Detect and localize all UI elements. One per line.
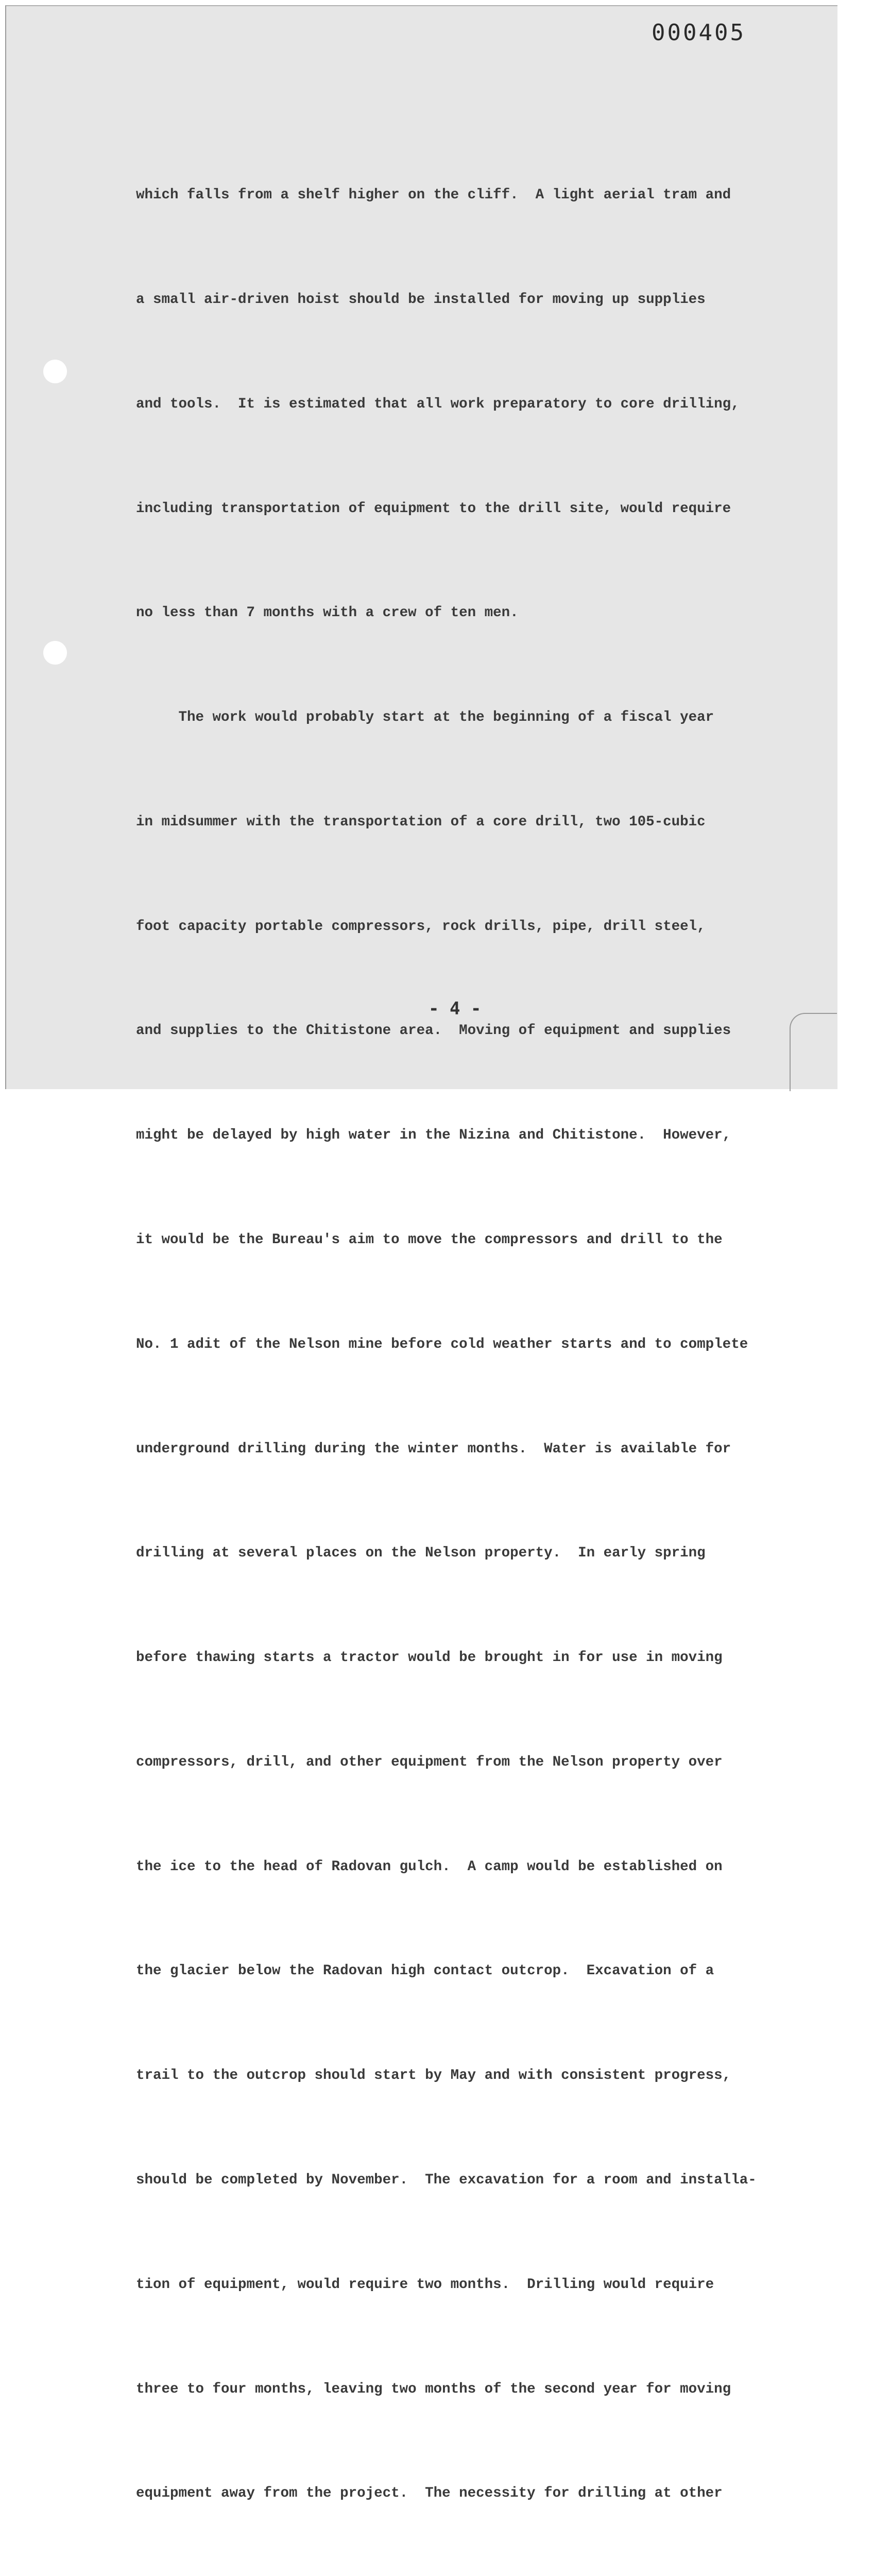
text-line: underground drilling during the winter months. Water is available for: [136, 1440, 731, 1457]
text-line: three to four months, leaving two months of the second year for moving: [136, 2381, 731, 2397]
text-line: drilling at several places on the Nelson property. In early spring: [136, 1545, 706, 1562]
text-line: in midsummer with the transportation of a core drill, two 105-cubic: [136, 814, 706, 830]
text-line: The work would probably start at the beginning of a fiscal year: [136, 709, 714, 726]
text-line: and supplies to the Chitistone area. Moving of equipment and supplies: [136, 1023, 731, 1039]
text-line: No. 1 adit of the Nelson mine before cold weather starts and to complete: [136, 1336, 748, 1352]
text-line: and tools. It is estimated that all work preparatory to core drilling,: [136, 396, 740, 412]
text-line: the ice to the head of Radovan gulch. A camp would be established on: [136, 1858, 723, 1875]
punch-hole: [43, 360, 67, 383]
stamp-number: 000405: [652, 20, 746, 46]
text-line: equipment away from the project. The necessity for drilling at other: [136, 2485, 723, 2502]
punch-hole: [43, 641, 67, 665]
text-line: no less than 7 months with a crew of ten men.: [136, 605, 519, 621]
text-line: which falls from a shelf higher on the cliff. A light aerial tram and: [136, 187, 731, 204]
text-line: before thawing starts a tractor would be brought in for use in moving: [136, 1650, 723, 1666]
text-line: a small air-driven hoist should be installed for moving up supplies: [136, 291, 706, 308]
page-corner-mark: [790, 1013, 837, 1091]
text-line: trail to the outcrop should start by May and with consistent progress,: [136, 2067, 731, 2084]
document-page: [5, 5, 837, 2502]
text-line: should be completed by November. The excavation for a room and installa-: [136, 2172, 757, 2189]
text-line: foot capacity portable compressors, rock drills, pipe, drill steel,: [136, 918, 706, 935]
text-line: might be delayed by high water in the Nizina and Chitistone. However,: [136, 1127, 731, 1144]
body-text: [136, 108, 775, 2576]
text-line: compressors, drill, and other equipment from the Nelson property over: [136, 1754, 723, 1770]
text-line: including transportation of equipment to the drill site, would require: [136, 500, 731, 517]
text-line: the glacier below the Radovan high contact outcrop. Excavation of a: [136, 1963, 714, 1979]
text-line: tion of equipment, would require two months. Drilling would require: [136, 2276, 714, 2293]
text-line: it would be the Bureau's aim to move the compressors and drill to the: [136, 1232, 723, 1248]
page-folio: - 4 -: [429, 998, 482, 1019]
